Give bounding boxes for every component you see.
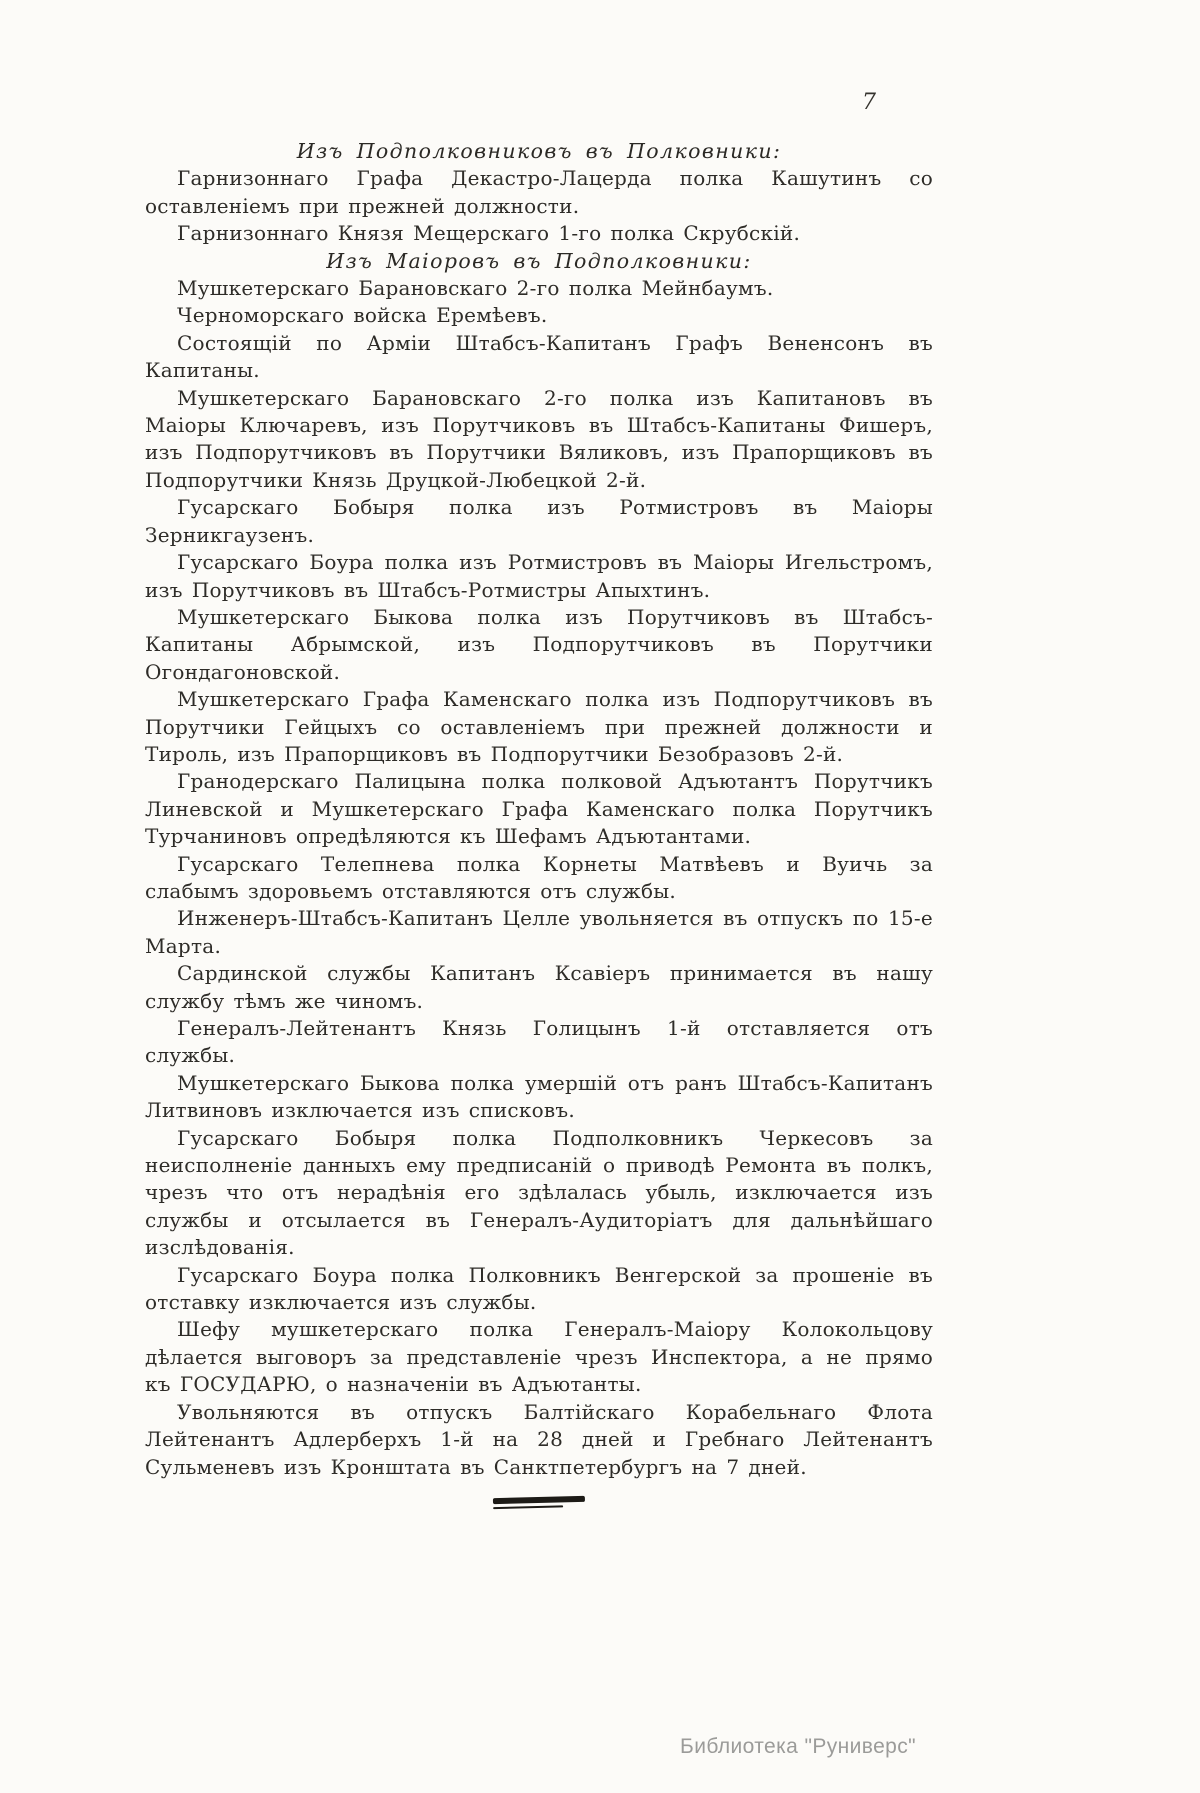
library-watermark: Библиотека "Руниверс" — [680, 1735, 916, 1758]
paragraph: Сардинской службы Капитанъ Ксавіеръ принимается въ нашу службу тѣмъ же чиномъ. — [145, 961, 933, 1013]
paragraph: Гранодерскаго Палицына полка полковой Адъютантъ Порутчикъ Линевской и Мушкетерскаго Графа Каменскаго полка Порутчикъ Турчаниновъ опредѣляются къ Шефамъ Адъютантами. — [145, 769, 933, 849]
paragraph: Состоящій по Арміи Штабсъ-Капитанъ Графъ Вененсонъ въ Капитаны. — [145, 330, 933, 383]
paragraph: Гарнизоннаго Князя Мещерскаго 1-го полка Скрубскій. — [177, 221, 801, 246]
divider-bar — [493, 1496, 585, 1504]
section-divider — [479, 1495, 599, 1509]
paragraph: Гусарскаго Боура полка Полковникъ Венгерской за прошеніе въ отставку изключается изъ службы. — [145, 1262, 933, 1315]
paragraph: Мушкетерскаго Графа Каменскаго полка изъ Подпорутчиковъ въ Порутчики Гейцыхъ со оставленіемъ при прежней должности и Тироль, изъ Прапорщиковъ въ Подпорутчики Безобразовъ 2-й. — [145, 687, 933, 766]
paragraph: Мушкетерскаго Быкова полка изъ Порутчиковъ въ Штабсъ-Капитаны Абрымской, изъ Подпорутчиковъ въ Порутчики Огондагоновской. — [145, 604, 933, 684]
page-number: 7 — [862, 90, 876, 115]
paragraph: Черноморскаго войска Еремѣевъ. — [177, 303, 548, 328]
paragraph: Гусарскаго Телепнева полка Корнеты Матвѣевъ и Вуичь за слабымъ здоровьемъ отставляются отъ службы. — [145, 851, 933, 903]
paragraph: Мушкетерскаго Барановскаго 2-го полка Мейнбаумъ. — [177, 276, 774, 301]
paragraph: Шефу мушкетерскаго полка Генералъ-Маіору Колокольцову дѣлается выговоръ за представленіе чрезъ Инспектора, а не прямо къ ГОСУДАРЮ, о назначеніи въ Адъютанты. — [145, 1317, 933, 1397]
paragraph: Гусарскаго Бобыря полка Подполковникъ Черкесовъ за неисполненіе данныхъ ему предписаній о приводѣ Ремонта въ полкъ, чрезъ что отъ нерадѣнія его здѣлалась убыль, изключается изъ службы и отсылается въ Генералъ-Аудиторіатъ для дальнѣйшаго изслѣдованія. — [145, 1125, 933, 1260]
paragraph: Гусарскаго Бобыря полка изъ Ротмистровъ въ Маіоры Зерникгаузенъ. — [145, 495, 933, 547]
paragraph: Гарнизоннаго Графа Декастро-Лацерда полка Кашутинъ со оставленіемъ при прежней должности. — [145, 166, 933, 218]
paragraph: Мушкетерскаго Барановскаго 2-го полка изъ Капитановъ въ Маіоры Ключаревъ, изъ Порутчиковъ въ Штабсъ-Капитаны Фишеръ, изъ Подпорутчиковъ въ Порутчики Вяликовъ, изъ Прапорщиковъ въ Подпорутчики Князь Друцкой-Любецкой 2-й. — [145, 385, 933, 492]
section-heading: Изъ Маіоровъ въ Подполковники: — [326, 248, 752, 273]
paragraph: Гусарскаго Боура полка изъ Ротмистровъ въ Маіоры Игельстромъ, изъ Порутчиковъ въ Штабсъ-Ротмистры Апыхтинъ. — [145, 550, 933, 602]
divider-underline — [493, 1505, 563, 1509]
paragraph: Увольняются въ отпускъ Балтійскаго Корабельнаго Флота Лейтенантъ Адлерберхъ 1-й на 28 дней и Гребнаго Лейтенантъ Сульменевъ изъ Кронштата въ Санктпетербургъ на 7 дней. — [145, 1399, 933, 1479]
paragraph: Мушкетерскаго Быкова полка умершій отъ ранъ Штабсъ-Капитанъ Литвиновъ изключается изъ списковъ. — [145, 1070, 933, 1123]
document-body — [145, 138, 933, 1508]
paragraph: Генералъ-Лейтенантъ Князь Голицынъ 1-й отставляется отъ службы. — [145, 1016, 933, 1068]
paragraph: Инженеръ-Штабсъ-Капитанъ Целле увольняется въ отпускъ по 15-е Марта. — [145, 906, 933, 958]
section-heading: Изъ Подполковниковъ въ Полковники: — [296, 139, 782, 163]
